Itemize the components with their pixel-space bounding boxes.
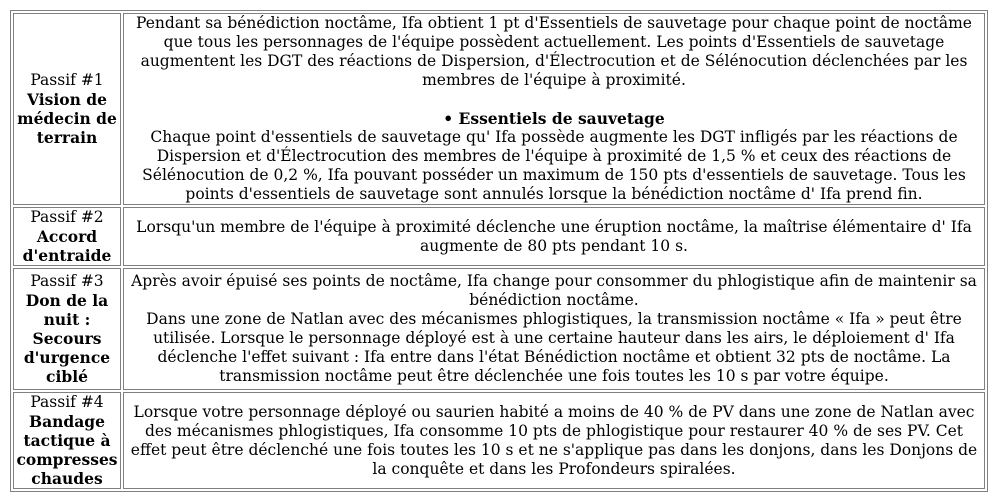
passive-4-label: Passif #4 [30,393,104,411]
passive-1-name: Vision de médecin de terrain [17,90,117,147]
passive-4-header-cell [13,392,121,489]
table-row [13,392,985,489]
passive-2-label: Passif #2 [30,208,104,226]
passive-4-paragraph-1: Lorsque votre personnage déployé ou saurien habité a moins de 40 % de PV dans une zone de Natlan avec des mécanismes phlogistiques, Ifa consomme 10 pts de phlogistique pour restaurer 40 % de ses PV. Cet effet peut être déclenché une fois toutes les 10 s et ne s'applique pas dans les donjons, dans les Donjons de la conquête et dans les Profondeurs spiralées. [130,402,978,478]
passive-3-description-cell [123,268,985,390]
passives-table [10,10,988,492]
passive-1-paragraph-1: Pendant sa bénédiction noctâme, Ifa obtient 1 pt d'Essentiels de sauvetage pour chaque point de noctâme que tous les personnages de l'équipe possèdent actuellement. Les points d'Essentiels de sauvetage augmentent les DGT des réactions de Dispersion, d'Électrocution et de Sélénocution déclenchées par les membres de l'équipe à proximité. [136,14,972,89]
table-row [13,207,985,266]
blank-line [126,90,982,109]
passive-2-paragraph-1: Lorsqu'un membre de l'équipe à proximité déclenche une éruption noctâme, la maîtrise élémentaire d' Ifa augmente de 80 pts pendant 10 s. [136,217,972,255]
passive-1-paragraph-2: Chaque point d'essentiels de sauvetage qu' Ifa possède augmente les DGT infligés par les réactions de Dispersion et d'Électrocution des membres de l'équipe à proximité de 1,5 % et ceux des réactions de Sélénocution de 0,2 %, Ifa pouvant posséder un maximum de 150 pts d'essentiels de sauvetage. Tous les points d'essentiels de sauvetage sont annulés lorsque la bénédiction noctâme d' Ifa prend fin. [142,128,966,203]
passive-4-name: Bandage tactique à compresses chaudes [16,412,118,488]
table-row [13,268,985,390]
passive-3-header-cell [13,268,121,390]
table-row [13,13,985,205]
passive-2-header-cell [13,207,121,266]
passive-1-label: Passif #1 [30,71,104,89]
passive-1-header-cell [13,13,121,205]
passive-3-paragraph-2: Dans une zone de Natlan avec des mécanismes phlogistiques, la transmission noctâme « Ifa » peut être utilisée. Lorsque le personnage déployé est à une certaine hauteur dans les airs, le déploiement d' Ifa déclenche l'effet suivant : Ifa entre dans l'état Bénédiction noctâme et obtient 32 pts de noctâme. La transmission noctâme peut être déclenchée une fois toutes les 10 s par votre équipe. [146,310,962,385]
passive-2-name: Accord d'entraide [22,227,112,265]
passive-3-name: Don de la nuit : Secours d'urgence ciblé [23,291,111,386]
passive-4-description-cell [123,392,985,489]
passive-2-description-cell [123,207,985,266]
passive-3-label: Passif #3 [30,272,104,290]
passive-1-description-cell [123,13,985,205]
passive-3-paragraph-1: Après avoir épuisé ses points de noctâme, Ifa change pour consommer du phlogistique afin de maintenir sa bénédiction noctâme. [131,272,977,309]
passive-1-bullet-heading: • Essentiels de sauvetage [443,109,665,128]
